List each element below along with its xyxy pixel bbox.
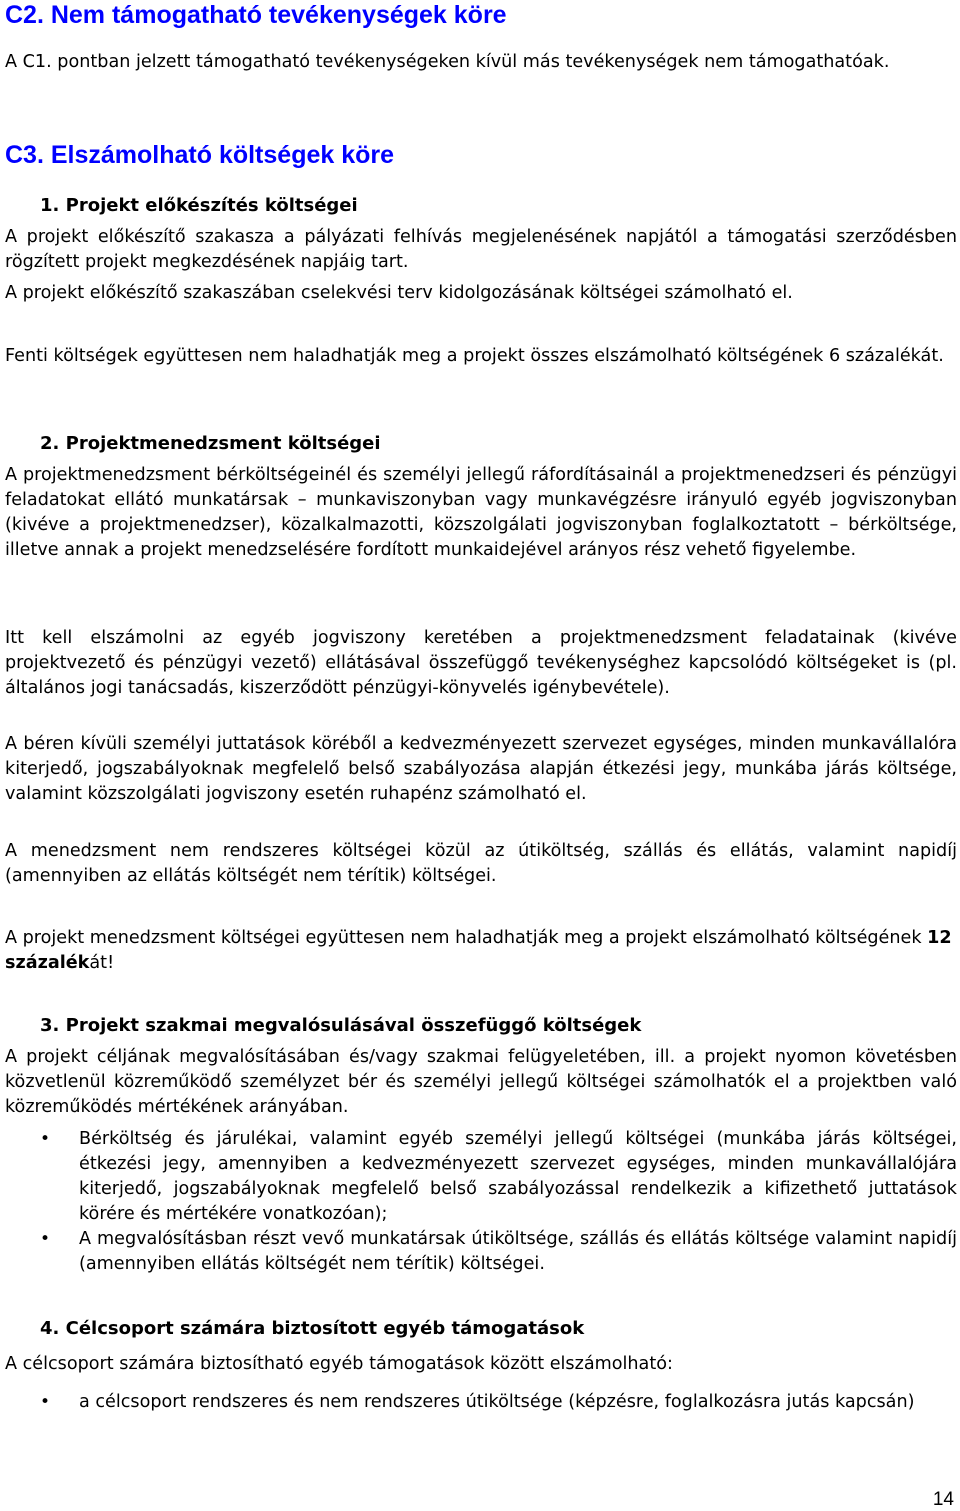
paragraph-2-5-suffix: át [89, 953, 108, 973]
paragraph-1-2: A projekt előkészítő szakaszában cselekvési terv kidolgozásának költségei számolható el. [5, 283, 793, 303]
percent-limit: 12 százalék [5, 928, 952, 973]
bullet-icon: • [40, 1392, 51, 1412]
list-item: a célcsoport rendszeres és nem rendszeres útiköltsége (képzésre, foglalkozásra jutás kapcsán) [79, 1392, 915, 1412]
subheading-1: 1. Projekt előkészítés költségei [40, 195, 358, 216]
subheading-3: 3. Projekt szakmai megvalósulásával összefüggő költségek [40, 1015, 642, 1036]
paragraph-c2: A C1. pontban jelzett támogatható tevékenységeken kívül más tevékenységek nem támogathatóak. [5, 52, 890, 72]
bullet-icon: • [40, 1229, 51, 1249]
paragraph-4-1: A célcsoport számára biztosítható egyéb támogatások között elszámolható: [5, 1354, 673, 1374]
paragraph-2-5-text: A projekt menedzsment költségei együttesen nem haladhatják meg a projekt elszámolható költségének [5, 928, 928, 948]
section-heading-c2: C2. Nem támogatható tevékenységek köre [5, 1, 507, 29]
list-item: A megvalósításban részt vevő munkatársak útiköltsége, szállás és ellátás költsége valamint napidíj (amennyiben ellátás költségét nem térítik) költségei. [79, 1229, 957, 1274]
paragraph-3-1: A projekt céljának megvalósításában és/vagy szakmai felügyeletében, ill. a projekt nyomon követésben közvetlenül közreműködő személyzet bér és személyi jellegű költségei számolhatók el a projektben való közreműködés mértékének arányában. [5, 1047, 957, 1117]
subheading-4: 4. Célcsoport számára biztosított egyéb támogatások [40, 1318, 585, 1339]
paragraph-2-2: Itt kell elszámolni az egyéb jogviszony keretében a projektmenedzsment feladatainak (kivéve projektvezető és pénzügyi vezető) ellátásával összefüggő tevékenységhez kapcsolódó költségeket is (pl. általános jogi tanácsadás, kiszerződött pénzügyi-könyvelés igénybevétele). [5, 628, 957, 698]
page-number: 14 [932, 1489, 954, 1510]
paragraph-2-5 [5, 926, 957, 976]
section-heading-c3: C3. Elszámolható költségek köre [5, 141, 395, 169]
paragraph-1-3: Fenti költségek együttesen nem haladhatják meg a projekt összes elszámolható költségének 6 százalékát. [5, 346, 944, 366]
bullet-icon: • [40, 1129, 51, 1149]
paragraph-2-4: A menedzsment nem rendszeres költségei közül az útiköltség, szállás és ellátás, valamint napidíj (amennyiben az ellátás költségét nem térítik) költségei. [5, 841, 957, 886]
paragraph-2-5-end: ! [107, 953, 115, 973]
paragraph-2-3: A béren kívüli személyi juttatások köréből a kedvezményezett szervezet egységes, minden munkavállalóra kiterjedő, jogszabályoknak megfelelő belső szabályozása alapján étkezési jegy, munkába járás költsége, valamint közszolgálati jogviszony esetén ruhapénz számolható el. [5, 734, 957, 804]
paragraph-2-1: A projektmenedzsment bérköltségeinél és személyi jellegű ráfordításainál a projektmenedzseri és pénzügyi feladatokat ellátó munkatársak – munkaviszonyban vagy munkavégzésre irányuló egyéb jogviszonyban (kivéve a projektmenedzser), közalkalmazotti, közszolgálati jogviszonyban foglalkoztatott – bérköltsége, illetve annak a projekt menedzselésére fordított munkaidejével arányos rész vehető figyelembe. [5, 465, 957, 560]
subheading-2: 2. Projektmenedzsment költségei [40, 433, 381, 454]
paragraph-1-1: A projekt előkészítő szakasza a pályázati felhívás megjelenésének napjától a támogatási szerződésben rögzített projekt megkezdésének napjáig tart. [5, 227, 957, 272]
list-item: Bérköltség és járulékai, valamint egyéb személyi jellegű költségei (munkába járás költségei, étkezési jegy, amennyiben a kedvezményezett szervezet egységes, minden munkavállalójára kiterjedő, jogszabályoknak megfelelő belső szabályozással rendelkezik a kifizethető juttatások körére és mértékére vonatkozóan); [79, 1129, 957, 1224]
